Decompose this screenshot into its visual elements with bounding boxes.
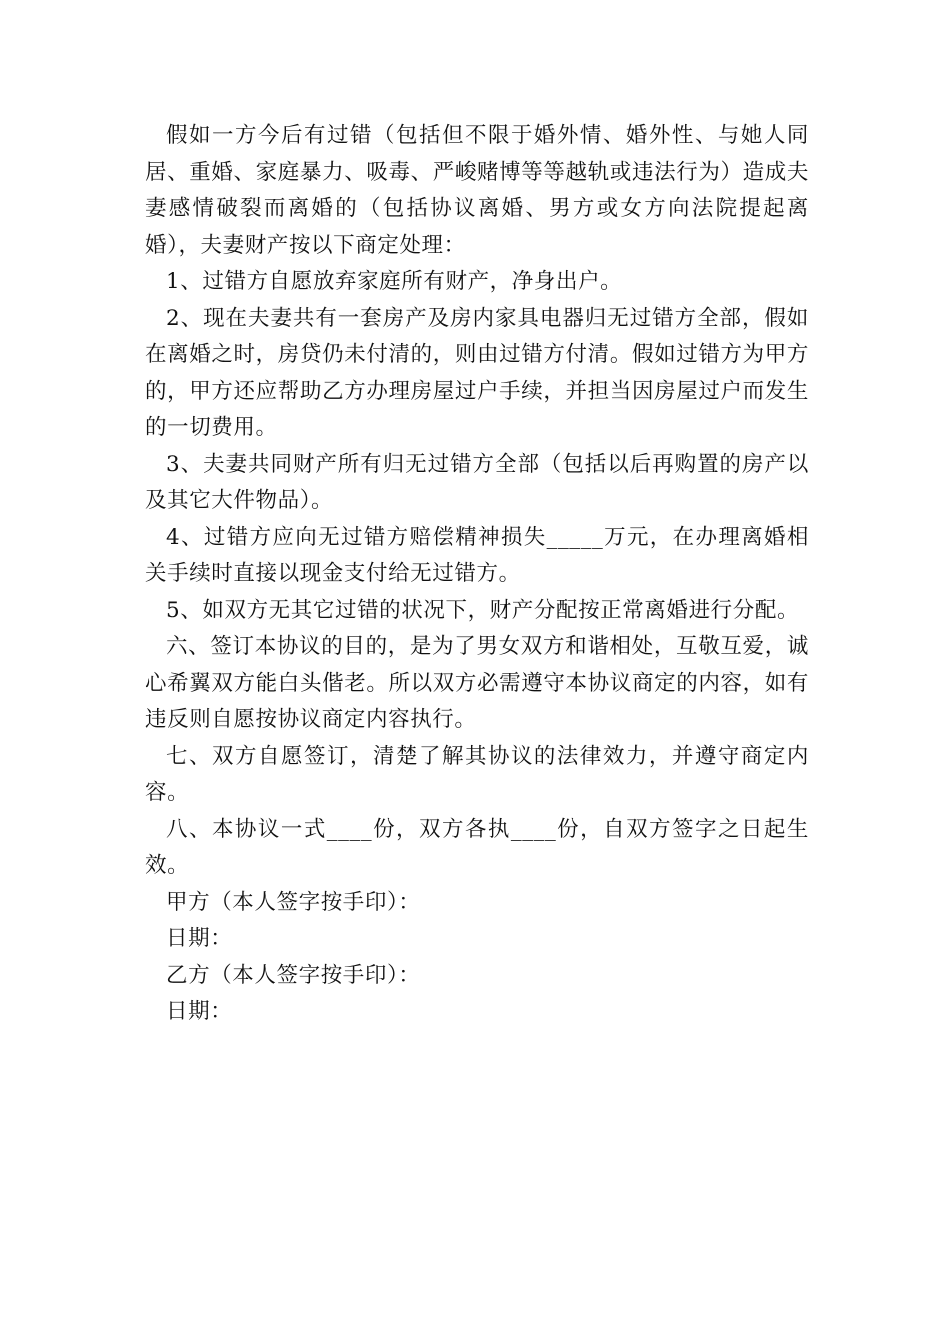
clause-5: 5、如双方无其它过错的状况下，财产分配按正常离婚进行分配。 [166,597,800,623]
party-b-signature-line: 乙方（本人签字按手印）： [166,962,421,988]
clause-7: 七、双方自愿签订，清楚了解其协议的法律效力，并遵守商定内容。 [145,743,809,805]
clause-1: 1、过错方自愿放弃家庭所有财产，净身出户。 [166,269,623,294]
party-a-date-line: 日期： [166,926,233,951]
clause-4: 4、过错方应向无过错方赔偿精神损失_____万元，在办理离婚相关手续时直接以现金支付给无过错方。 [145,524,809,586]
party-b-date-line: 日期： [166,999,233,1024]
clause-3: 3、夫妻共同财产所有归无过错方全部（包括以后再购置的房产以及其它大件物品）。 [145,451,809,513]
clause-preamble: 假如一方今后有过错（包括但不限于婚外情、婚外性、与她人同居、重婚、家庭暴力、吸毒、严峻赌博等等越轨或违法行为）造成夫妻感情破裂而离婚的（包括协议离婚、男方或女方向法院提起离婚），夫妻财产按以下商定处理： [145,123,809,258]
clause-2: 2、现在夫妻共有一套房产及房内家具电器归无过错方全部，假如在离婚之时，房贷仍未付清的，则由过错方付清。假如过错方为甲方的，甲方还应帮助乙方办理房屋过户手续，并担当因房屋过户而发生的一切费用。 [145,305,809,440]
party-a-signature-line: 甲方（本人签字按手印）： [166,889,421,915]
clause-6: 六、签订本协议的目的，是为了男女双方和谐相处，互敬互爱，诚心希翼双方能白头偕老。所以双方必需遵守本协议商定的内容，如有违反则自愿按协议商定内容执行。 [145,634,809,732]
clause-8: 八、本协议一式____份，双方各执____份，自双方签字之日起生效。 [145,816,809,878]
agreement-body [145,118,809,1031]
